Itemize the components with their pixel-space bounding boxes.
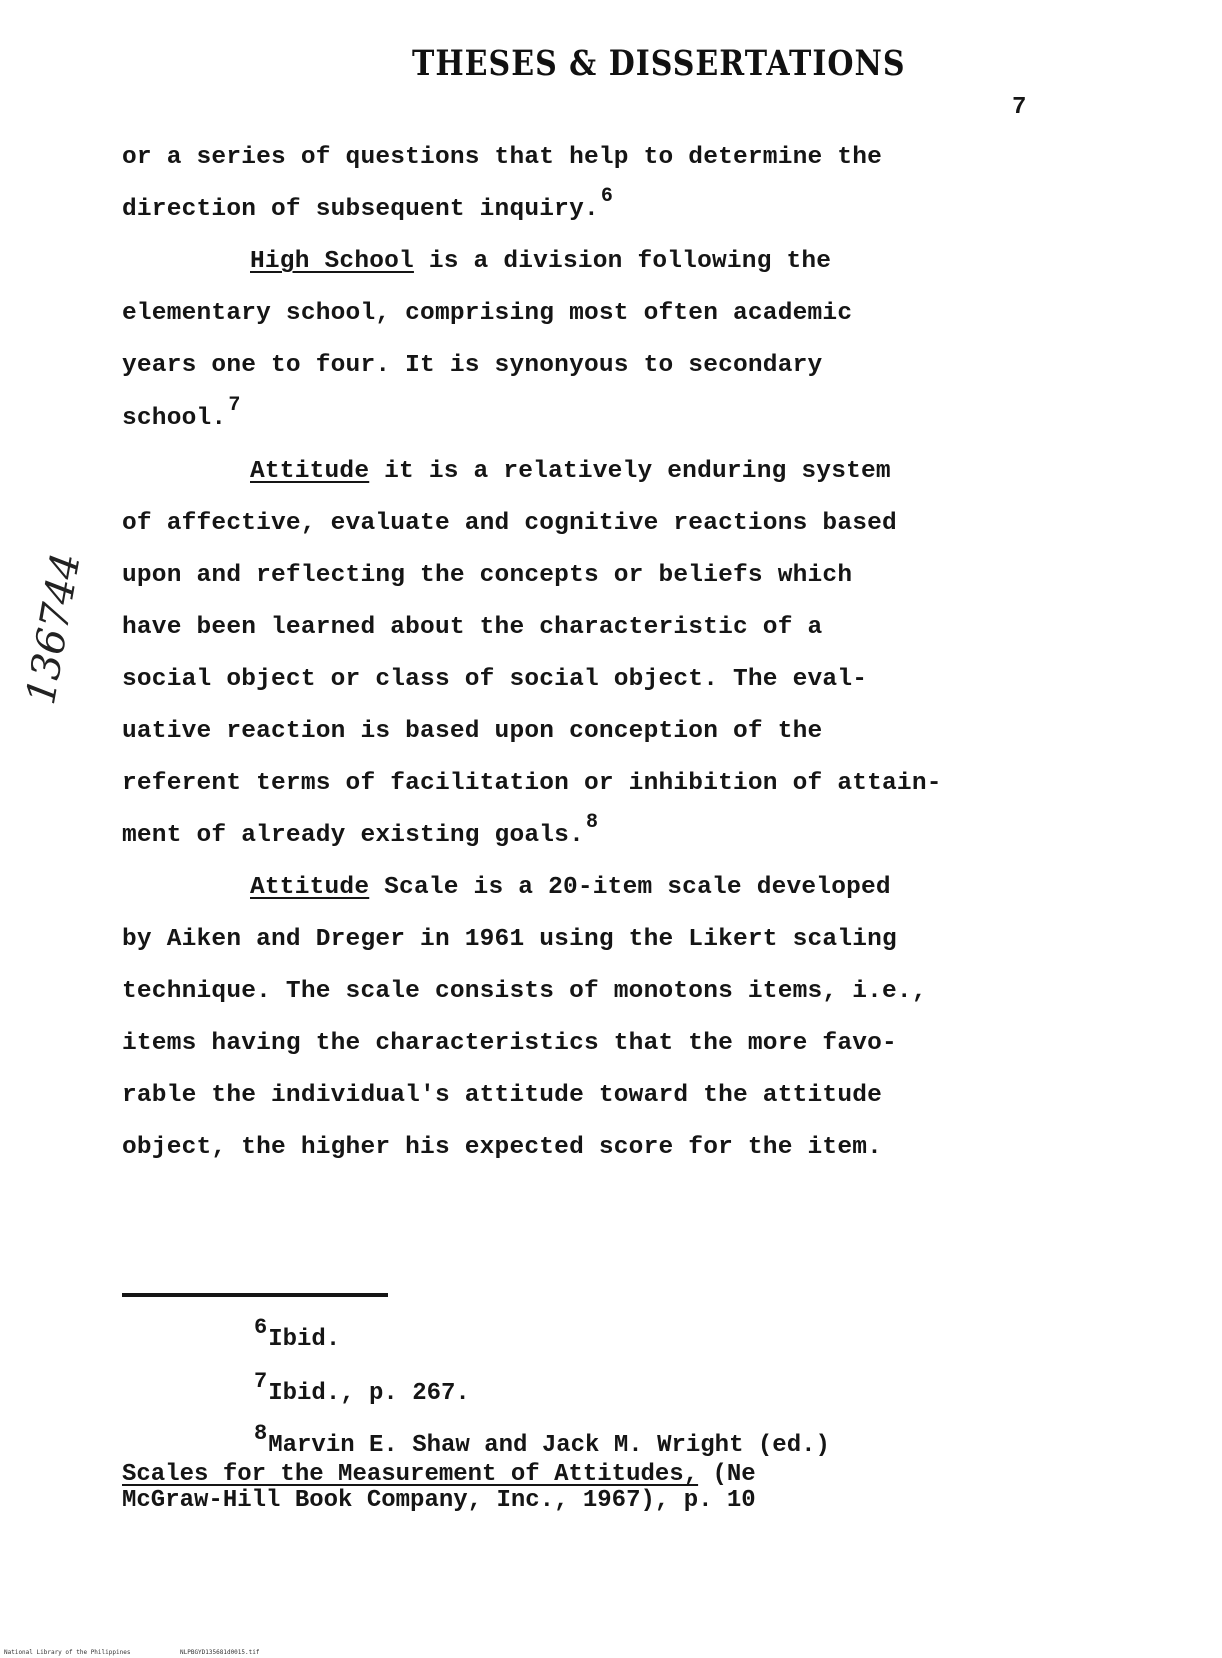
text-line: object, the higher his expected score for the item. (122, 1134, 883, 1161)
footnote-number: 8 (254, 1421, 268, 1446)
footnote-ref-8: 8 (585, 811, 599, 834)
page-number: 7 (1012, 94, 1027, 121)
footnote-text: Ibid., p. 267. (268, 1380, 470, 1407)
footnote-8-line-3: McGraw-Hill Book Company, Inc., 1967), p. 10 (122, 1487, 756, 1514)
text-line: social object or class of social object. The eval- (122, 666, 868, 693)
text-line (122, 185, 614, 223)
text-line: by Aiken and Dreger in 1961 using the Likert scaling (122, 926, 897, 953)
library-tag: National Library of the Philippines (4, 1649, 131, 1656)
text-line: or a series of questions that help to determine the (122, 144, 883, 171)
text-span: school. (122, 405, 227, 432)
text-line: elementary school, comprising most often academic (122, 300, 853, 327)
text-line: rable the individual's attitude toward the attitude (122, 1082, 883, 1109)
term-high-school: High School (250, 248, 414, 275)
footnote-text: (Ne (698, 1461, 756, 1488)
text-line: have been learned about the characteristic of a (122, 614, 823, 641)
footnote-rule (122, 1293, 388, 1297)
text-line: items having the characteristics that the more favo- (122, 1030, 897, 1057)
text-line: of affective, evaluate and cognitive reactions based (122, 510, 897, 537)
text-line (250, 458, 891, 485)
text-line: referent terms of facilitation or inhibition of attain- (122, 770, 942, 797)
book-title: Scales for the Measurement of Attitudes, (122, 1461, 699, 1488)
text-line: uative reaction is based upon conception of the (122, 718, 823, 745)
text-line (122, 394, 241, 432)
file-tag: NLPBGYD135681d0015.tif (180, 1649, 260, 1656)
footnote-8 (254, 1421, 830, 1459)
theses-dissertations-stamp: THESES & DISSERTATIONS (412, 44, 906, 85)
text-line (250, 248, 831, 275)
footnote-number: 7 (254, 1369, 268, 1394)
text-span: ment of already existing goals. (122, 822, 584, 849)
text-line: upon and reflecting the concepts or beliefs which (122, 562, 853, 589)
footnote-6 (254, 1315, 341, 1353)
term-attitude: Attitude (250, 458, 370, 485)
handwritten-accession-number: 136744 (18, 549, 90, 708)
text-line: years one to four. It is synonyous to secondary (122, 352, 823, 379)
text-line (250, 874, 891, 901)
text-span: is a division following the (413, 248, 832, 275)
footnote-text: Ibid. (268, 1326, 341, 1353)
footnote-text: Marvin E. Shaw and Jack M. Wright (ed.) (268, 1432, 830, 1459)
footnote-8-line-2 (122, 1461, 756, 1488)
footnote-ref-7: 7 (228, 394, 241, 417)
text-span: direction of subsequent inquiry. (122, 196, 599, 223)
text-line (122, 811, 599, 849)
footnote-number: 6 (254, 1315, 268, 1340)
text-line: technique. The scale consists of monotons items, i.e., (122, 978, 927, 1005)
text-span: it is a relatively enduring system (369, 458, 891, 485)
text-span: Scale is a 20-item scale developed (369, 874, 891, 901)
term-attitude-scale: Attitude (250, 874, 370, 901)
footnote-7 (254, 1369, 470, 1407)
footnote-ref-6: 6 (600, 185, 614, 208)
